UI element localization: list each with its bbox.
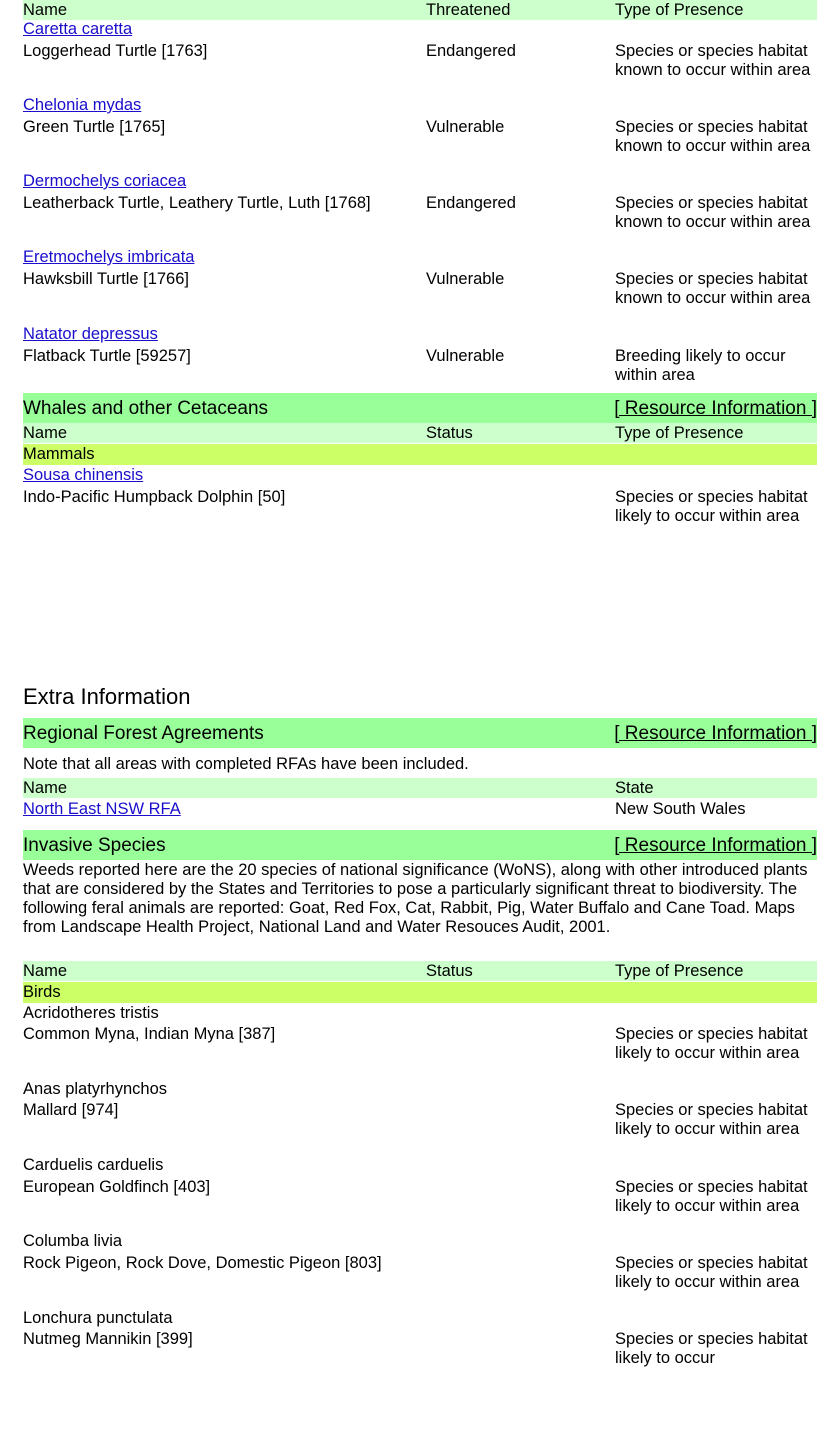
table-row xyxy=(23,466,817,485)
section-header-whales xyxy=(23,393,817,423)
common-name: Green Turtle [1765] xyxy=(23,118,166,136)
resource-information-link[interactable]: [ Resource Information ] xyxy=(614,397,817,419)
presence-type: Breeding likely to occur within area xyxy=(615,347,786,384)
rfa-link[interactable]: North East NSW RFA xyxy=(23,800,181,818)
table-row xyxy=(23,1309,817,1328)
common-name: Indo-Pacific Humpback Dolphin [50] xyxy=(23,488,286,506)
table-row xyxy=(23,1178,817,1216)
col-name: Name xyxy=(23,778,68,797)
section-title: Regional Forest Agreements xyxy=(23,722,264,744)
col-threatened: Threatened xyxy=(426,0,511,19)
group-label: Mammals xyxy=(23,445,95,463)
table-row xyxy=(23,248,817,267)
turtles-table-header xyxy=(23,0,817,20)
species-link[interactable]: Chelonia mydas xyxy=(23,96,142,114)
species-link[interactable]: Natator depressus xyxy=(23,325,158,343)
group-row-birds xyxy=(23,982,817,1003)
table-row xyxy=(23,1101,817,1139)
table-row xyxy=(23,800,817,819)
table-row xyxy=(23,1004,817,1023)
col-presence: Type of Presence xyxy=(615,0,744,19)
presence-type: Species or species habitat known to occur within area xyxy=(615,194,811,231)
threat-status: Vulnerable xyxy=(426,270,505,288)
species-link[interactable]: Eretmochelys imbricata xyxy=(23,248,195,266)
threat-status: Vulnerable xyxy=(426,347,505,365)
resource-information-link[interactable]: [ Resource Information ] xyxy=(614,722,817,744)
table-row xyxy=(23,1156,817,1175)
species-link[interactable]: Dermochelys coriacea xyxy=(23,172,187,190)
presence-type: Species or species habitat known to occur within area xyxy=(615,270,811,307)
presence-type: Species or species habitat likely to occur within area xyxy=(615,1025,808,1062)
presence-type: Species or species habitat likely to occur within area xyxy=(615,488,808,525)
common-name: Leatherback Turtle, Leathery Turtle, Luth [1768] xyxy=(23,194,371,212)
table-row xyxy=(23,1232,817,1251)
species-name: Lonchura punctulata xyxy=(23,1309,173,1327)
threat-status: Vulnerable xyxy=(426,118,505,136)
col-state: State xyxy=(615,778,654,797)
common-name: Nutmeg Mannikin [399] xyxy=(23,1330,193,1348)
presence-type: Species or species habitat likely to occur within area xyxy=(615,1101,808,1138)
table-row xyxy=(23,118,817,156)
rfa-table-header xyxy=(23,778,817,798)
common-name: European Goldfinch [403] xyxy=(23,1178,211,1196)
table-row xyxy=(23,1254,817,1292)
common-name: Rock Pigeon, Rock Dove, Domestic Pigeon [803] xyxy=(23,1254,382,1272)
section-header-rfa xyxy=(23,718,817,748)
table-row xyxy=(23,347,817,385)
species-name: Anas platyrhynchos xyxy=(23,1080,167,1098)
section-title: Invasive Species xyxy=(23,834,166,856)
table-row xyxy=(23,325,817,344)
group-row-mammals xyxy=(23,444,817,465)
presence-type: Species or species habitat likely to occur within area xyxy=(615,1178,808,1215)
presence-type: Species or species habitat known to occur within area xyxy=(615,42,811,79)
rfa-note: Note that all areas with completed RFAs have been included. xyxy=(23,755,469,773)
species-link[interactable]: Caretta caretta xyxy=(23,20,133,38)
species-name: Acridotheres tristis xyxy=(23,1004,159,1022)
page-title: Extra Information xyxy=(23,684,191,709)
resource-information-link[interactable]: [ Resource Information ] xyxy=(614,834,817,856)
common-name: Hawksbill Turtle [1766] xyxy=(23,270,189,288)
threat-status: Endangered xyxy=(426,194,516,212)
table-row xyxy=(23,1330,817,1368)
common-name: Common Myna, Indian Myna [387] xyxy=(23,1025,276,1043)
species-link[interactable]: Sousa chinensis xyxy=(23,466,144,484)
table-row xyxy=(23,488,817,526)
table-row xyxy=(23,1080,817,1099)
group-label: Birds xyxy=(23,983,61,1001)
common-name: Flatback Turtle [59257] xyxy=(23,347,191,365)
table-row xyxy=(23,20,817,39)
table-row xyxy=(23,270,817,308)
section-header-invasive xyxy=(23,830,817,860)
col-name: Name xyxy=(23,961,68,980)
col-status: Status xyxy=(426,961,473,980)
table-row xyxy=(23,194,817,232)
presence-type: Species or species habitat likely to occur xyxy=(615,1330,808,1367)
presence-type: Species or species habitat known to occur within area xyxy=(615,118,811,155)
table-row xyxy=(23,1025,817,1063)
species-name: Columba livia xyxy=(23,1232,123,1250)
whales-table-header xyxy=(23,423,817,443)
presence-type: Species or species habitat likely to occur within area xyxy=(615,1254,808,1291)
common-name: Mallard [974] xyxy=(23,1101,119,1119)
species-name: Carduelis carduelis xyxy=(23,1156,164,1174)
table-row xyxy=(23,172,817,191)
threat-status: Endangered xyxy=(426,42,516,60)
col-name: Name xyxy=(23,423,68,442)
table-row xyxy=(23,96,817,115)
col-name: Name xyxy=(23,0,68,19)
threat-status xyxy=(426,488,615,526)
col-presence: Type of Presence xyxy=(615,423,744,442)
common-name: Loggerhead Turtle [1763] xyxy=(23,42,208,60)
invasive-table-header xyxy=(23,961,817,981)
col-presence: Type of Presence xyxy=(615,961,744,980)
section-title: Whales and other Cetaceans xyxy=(23,397,269,419)
table-row xyxy=(23,42,817,80)
invasive-description: Weeds reported here are the 20 species of national significance (WoNS), along with other introduced plants that are considered by the States and Territories to pose a particularly significant threat to biodiversity. The following feral animals are reported: Goat, Red Fox, Cat, Rabbit, Pig, Water Buffalo and Cane Toad. Maps from Landscape Health Project, National Land and Water Resouces Audit, 2001. xyxy=(23,861,808,936)
state-value: New South Wales xyxy=(615,800,746,818)
col-status: Status xyxy=(426,423,473,442)
